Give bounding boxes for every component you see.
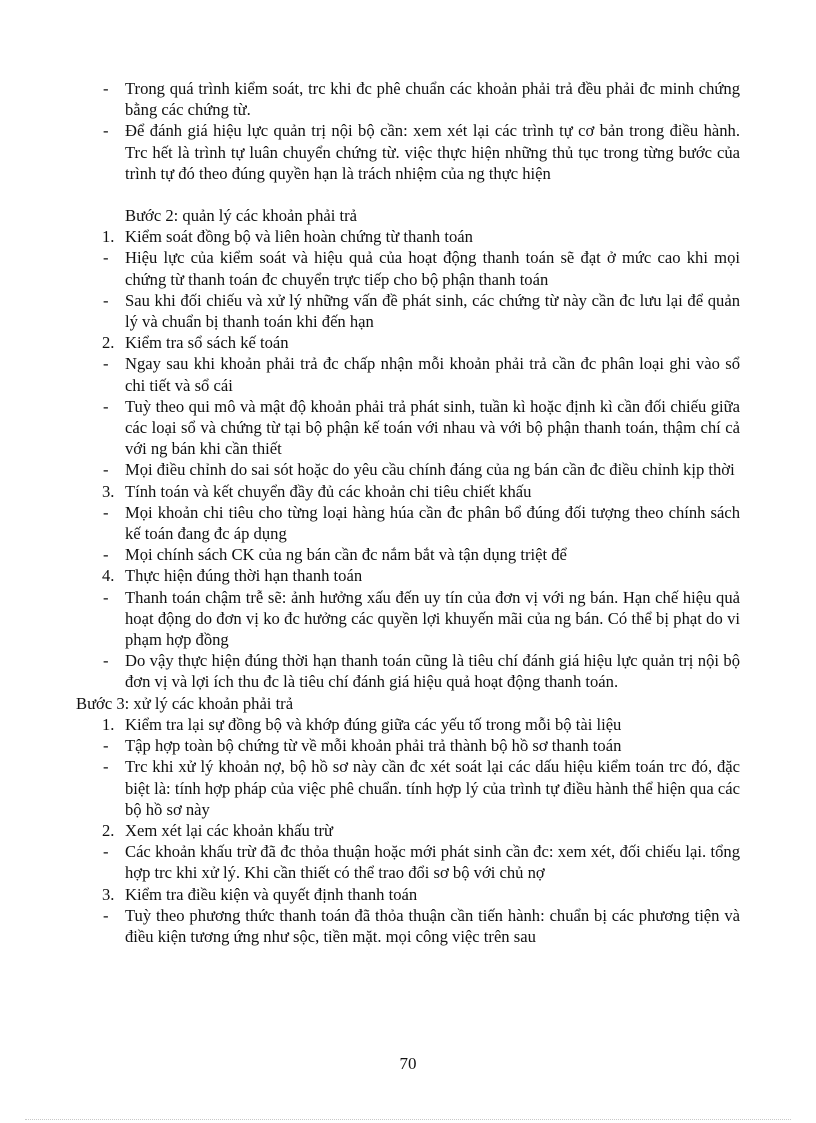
paragraph-text: Mọi chính sách CK của ng bán cần đc nắm bắt và tận dụng triệt để [125, 545, 567, 565]
numbered-item [76, 226, 740, 247]
paragraph-text: Kiểm tra sổ sách kế toán [125, 333, 289, 353]
list-number: 1. [102, 227, 115, 247]
list-number: 1. [102, 714, 115, 734]
bullet-item [76, 544, 740, 565]
bullet-item [76, 459, 740, 480]
list-number: 3. [102, 481, 115, 501]
section-heading [76, 205, 740, 226]
bullet-marker: - [103, 79, 109, 98]
bullet-item [76, 247, 740, 289]
paragraph-text: Tuỳ theo qui mô và mật độ khoản phải trả phát sinh, tuần kì hoặc định kì cần đối chiếu giữa các loại sổ và chứng từ tại bộ phận kế toán với nhau và với bộ phận thanh toán, thậm chí cả với ng bán khi cần thiết [125, 396, 740, 459]
bullet-marker: - [103, 545, 109, 565]
bullet-marker: - [103, 502, 109, 522]
list-number: 3. [102, 884, 115, 904]
list-number: 4. [102, 566, 115, 586]
paragraph-text: Ngay sau khi khoản phải trả đc chấp nhận mỗi khoản phải trả cần đc phân loại ghi vào sổ chi tiết và sổ cái [125, 354, 740, 395]
paragraph-text: Tuỳ theo phương thức thanh toán đã thỏa thuận cần tiến hành: chuẩn bị các phương tiện và điều kiện tương ứng như sộc, tiền mặt. mọi công việc trên sau [125, 905, 740, 946]
bullet-marker: - [103, 354, 109, 374]
bullet-marker: - [103, 757, 109, 777]
bullet-marker: - [103, 121, 109, 141]
list-number: 2. [102, 820, 115, 840]
bullet-marker: - [103, 905, 109, 925]
paragraph-text: Mọi khoản chi tiêu cho từng loại hàng húa cần đc phân bổ đúng đối tượng theo chính sách kế toán đang đc áp dụng [125, 502, 740, 544]
paragraph-text: Trc khi xử lý khoản nợ, bộ hồ sơ này cần đc xét soát lại các dấu hiệu kiểm toán trc đó, đặc biệt là: tính hợp pháp của việc phê chuẩn. tính hợp lý của trình tự điều hành thể hiện qua các bộ hồ sơ này [125, 757, 740, 819]
bullet-marker: - [103, 460, 109, 480]
paragraph-text: Thực hiện đúng thời hạn thanh toán [125, 566, 363, 586]
paragraph-text: Do vậy thực hiện đúng thời hạn thanh toán cũng là tiêu chí đánh giá hiệu lực quản trị nội bộ đơn vị và lợi ích thu đc là tiêu chí đánh giá hiệu quả hoạt động thanh toán. [125, 651, 740, 692]
paragraph-text: Các khoản khấu trừ đã đc thỏa thuận hoặc mới phát sinh cần đc: xem xét, đối chiếu lại. tổng hợp trc khi xử lý. Khi cần thiết có thể trao đổi sơ bộ với chủ nợ [125, 842, 740, 883]
paragraph-text: Bước 2: quản lý các khoản phải trả [125, 206, 358, 226]
paragraph-text: Trong quá trình kiểm soát, trc khi đc phê chuẩn các khoản phải trả đều phải đc minh chứng bằng các chứng từ. [125, 79, 740, 120]
bullet-item [76, 78, 740, 120]
bullet-marker: - [103, 290, 109, 310]
paragraph-spacer [76, 184, 740, 205]
paragraph-text: Tập hợp toàn bộ chứng từ về mỗi khoản phải trả thành bộ hồ sơ thanh toán [125, 736, 622, 756]
bullet-item [76, 841, 740, 883]
bullet-item [76, 587, 740, 651]
bullet-marker: - [103, 587, 109, 607]
bullet-item [76, 353, 740, 395]
paragraph-text: Kiểm soát đồng bộ và liên hoàn chứng từ thanh toán [125, 227, 473, 247]
list-number: 2. [102, 333, 115, 353]
bullet-marker: - [103, 651, 109, 671]
bullet-item [76, 396, 740, 460]
bullet-item [76, 756, 740, 820]
bullet-marker: - [103, 842, 109, 862]
paragraph-text: Để đánh giá hiệu lực quản trị nội bộ cần: xem xét lại các trình tự cơ bản trong điều hành. Trc hết là trình tự luân chuyển chứng từ. việc thực hiện những thủ tục trong từng bước của trình tự đó theo đúng quyền hạn là trách nhiệm của ng thực hiện [125, 121, 740, 183]
paragraph-text: Bước 3: xử lý các khoản phải trả [76, 693, 294, 713]
bullet-item [76, 290, 740, 332]
bullet-marker: - [103, 248, 109, 268]
bullet-item [76, 502, 740, 544]
numbered-item [76, 332, 740, 353]
numbered-item [76, 884, 740, 905]
bullet-item [76, 905, 740, 947]
bullet-marker: - [103, 396, 109, 416]
numbered-item [76, 714, 740, 735]
paragraph-text: Mọi điều chỉnh do sai sót hoặc do yêu cầu chính đáng của ng bán cần đc điều chỉnh kịp thời [125, 460, 735, 480]
bullet-item [76, 735, 740, 756]
numbered-item [76, 481, 740, 502]
bullet-marker: - [103, 736, 109, 756]
bullet-item [76, 650, 740, 692]
paragraph-text: Kiểm tra điều kiện và quyết định thanh toán [125, 884, 418, 904]
section-heading [76, 693, 740, 714]
paragraph-text: Thanh toán chậm trễ sẽ: ảnh hưởng xấu đến uy tín của đơn vị với ng bán. Hạn chế hiệu quả hoạt động do đơn vị ko đc hưởng các quyền lợi khuyến mãi của ng bán. Có thể bị phạt do vi phạm hợp đồng [125, 587, 740, 650]
numbered-item [76, 565, 740, 586]
paragraph-text: Xem xét lại các khoản khấu trừ [125, 820, 334, 840]
bullet-item [76, 120, 740, 184]
page-number: 70 [399, 1054, 417, 1073]
page-body [76, 78, 740, 947]
page-bottom-rule [25, 1119, 791, 1120]
paragraph-text: Hiệu lực của kiểm soát và hiệu quả của hoạt động thanh toán sẽ đạt ở mức cao khi mọi chứng từ thanh toán đc chuyển trực tiếp cho bộ phận thanh toán [125, 248, 740, 289]
paragraph-text: Kiểm tra lại sự đồng bộ và khớp đúng giữa các yếu tố trong mỗi bộ tài liệu [125, 714, 622, 734]
paragraph-text: Tính toán và kết chuyển đầy đủ các khoản chi tiêu chiết khấu [125, 481, 532, 501]
paragraph-text: Sau khi đối chiếu và xử lý những vấn đề phát sinh, các chứng từ này cần đc lưu lại để quản lý và chuẩn bị thanh toán khi đến hạn [125, 290, 740, 332]
numbered-item [76, 820, 740, 841]
